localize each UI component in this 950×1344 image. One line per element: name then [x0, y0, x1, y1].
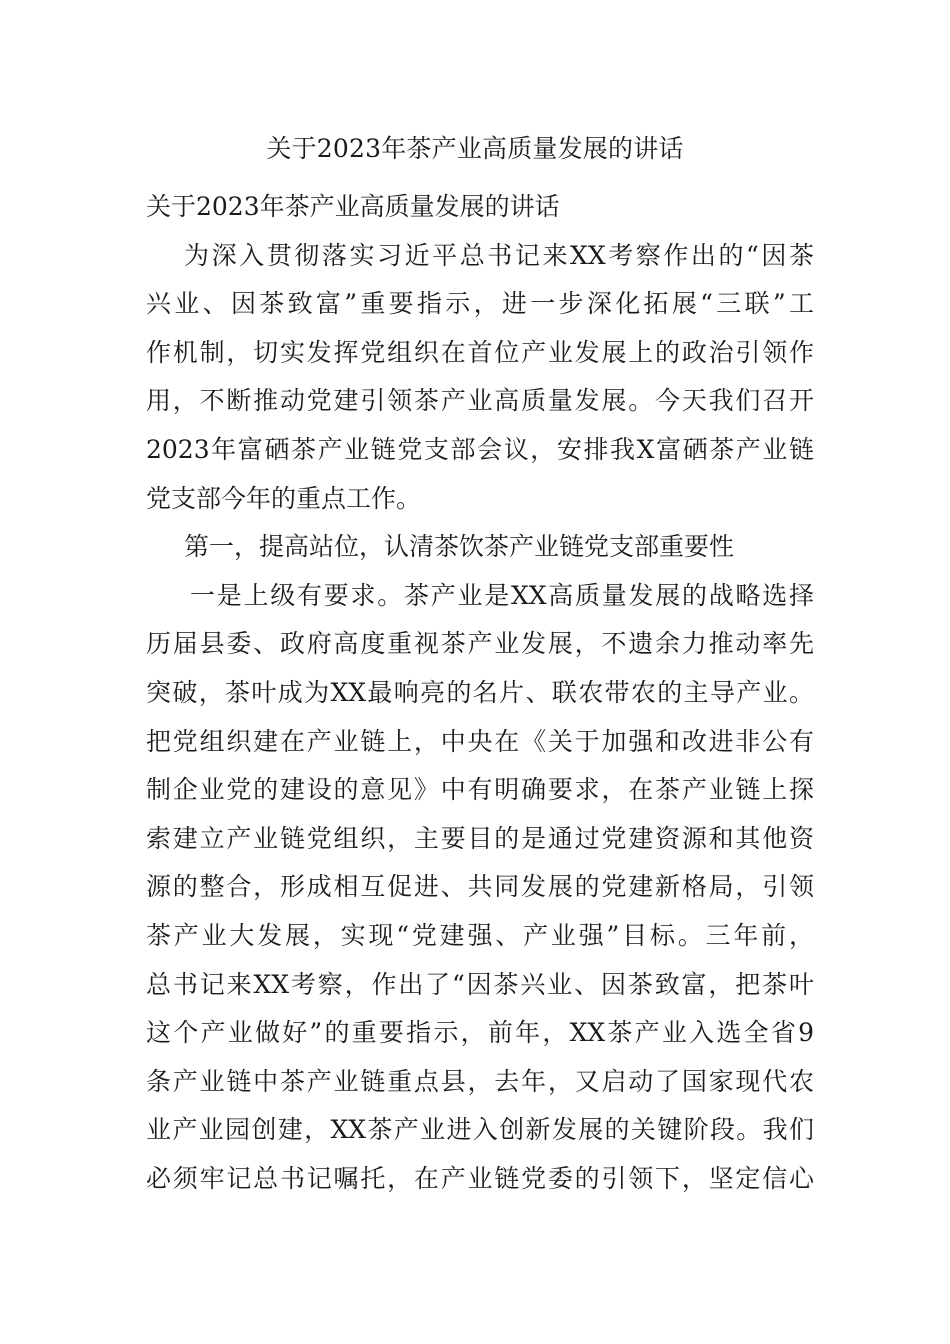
body-line: 2023年富硒茶产业链党支部会议，安排我X富硒茶产业链 — [146, 434, 814, 464]
body-line: 党支部今年的重点工作。 — [146, 483, 422, 513]
body-line: 把党组织建在产业链上，中央在《关于加强和改进非公有 — [146, 726, 814, 756]
body-line: 这个产业做好”的重要指示，前年，XX茶产业入选全省9 — [146, 1018, 814, 1048]
body-line: 突破，茶叶成为XX最响亮的名片、联农带农的主导产业。 — [146, 677, 814, 707]
body-line-subtitle: 关于2023年茶产业高质量发展的讲话 — [146, 192, 560, 221]
body-line: 作机制，切实发挥党组织在首位产业发展上的政治引领作 — [146, 337, 814, 367]
body-line: 茶产业大发展，实现“党建强、产业强”目标。三年前， — [146, 920, 814, 950]
section-heading: 第一，提高站位，认清茶饮茶产业链党支部重要性 — [184, 532, 735, 562]
body-line: 为深入贯彻落实习近平总书记来XX考察作出的“因茶 — [184, 240, 814, 270]
body-line: 条产业链中茶产业链重点县，去年，又启动了国家现代农 — [146, 1066, 814, 1096]
body-line: 源的整合，形成相互促进、共同发展的党建新格局，引领 — [146, 872, 814, 902]
body-line: 索建立产业链党组织，主要目的是通过党建资源和其他资 — [146, 823, 814, 853]
body-line: 业产业园创建，XX茶产业进入创新发展的关键阶段。我们 — [146, 1115, 814, 1145]
body-line: 制企业党的建设的意见》中有明确要求，在茶产业链上探 — [146, 775, 814, 805]
body-line: 兴业、因茶致富”重要指示，进一步深化拓展“三联”工 — [146, 289, 814, 319]
document-title: 关于2023年茶产业高质量发展的讲话 — [266, 134, 684, 163]
body-line: 总书记来XX考察，作出了“因茶兴业、因茶致富，把茶叶 — [146, 969, 814, 999]
body-line: 用，不断推动党建引领茶产业高质量发展。今天我们召开 — [146, 386, 814, 416]
body-line: 必须牢记总书记嘱托，在产业链党委的引领下，坚定信心 — [146, 1163, 814, 1193]
body-line: 一是上级有要求。茶产业是XX高质量发展的战略选择 — [190, 580, 814, 610]
document-body — [146, 183, 814, 1203]
body-line: 历届县委、政府高度重视茶产业发展，不遗余力推动率先 — [146, 629, 814, 659]
